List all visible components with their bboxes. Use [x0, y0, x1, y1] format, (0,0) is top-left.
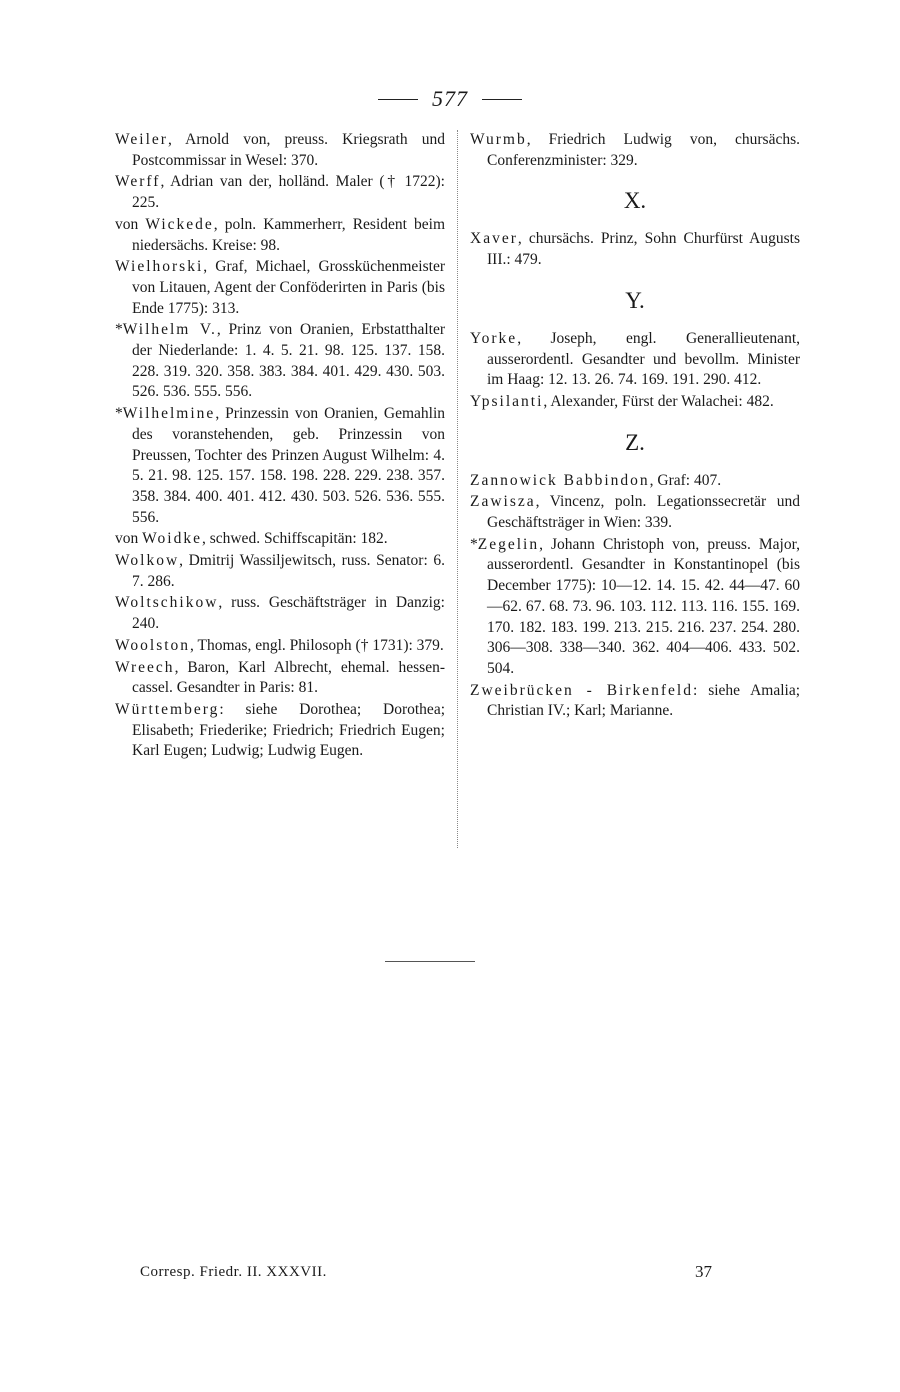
index-entry	[470, 492, 800, 533]
x-entry-list	[470, 229, 800, 270]
index-entry	[115, 172, 445, 213]
entry-text: , poln. Kammerherr, Resident beim niedersächs. Kreise: 98.	[132, 215, 445, 254]
entry-text: , Graf: 407.	[649, 471, 722, 489]
entry-text: , Thomas, engl. Philosoph († 1731): 379.	[190, 636, 444, 654]
entry-name: Werff	[115, 173, 161, 191]
entry-name: Woltschikow	[115, 594, 219, 612]
index-entry	[470, 130, 800, 171]
page-number: 577	[432, 86, 468, 111]
index-entry	[115, 215, 445, 256]
index-column-left	[115, 130, 445, 763]
entry-text: , Friedrich Ludwig von, chursächs. Conferenzminister: 329.	[487, 131, 800, 169]
entry-text: : siehe Dorothea; Dorothea; Elisabeth; Friederike; Friedrich; Friedrich Eugen; Karl Eugen; Ludwig; Ludwig Eugen.	[132, 700, 445, 760]
entry-text: , Alexander, Fürst der Walachei: 482.	[543, 392, 774, 410]
entry-name: Wolkow	[115, 552, 180, 570]
entry-name: Württemberg	[115, 700, 220, 718]
entry-text: , Prinz von Oranien, Erbstatthalter der Niederlande: 1. 4. 5. 21. 98. 125. 137. 158. 228. 319. 320. 358. 383. 384. 401. 429. 430. 503. 526. 536. 555. 556.	[132, 321, 446, 401]
index-entry	[470, 535, 800, 680]
entry-text: , Adrian van der, holländ. Maler († 1722): 225.	[132, 173, 445, 212]
index-entry	[115, 593, 445, 634]
index-entry	[470, 392, 800, 413]
index-entry	[470, 329, 800, 391]
entry-name: Yorke	[470, 329, 518, 347]
end-rule	[385, 961, 475, 962]
entry-star-marker: *	[470, 535, 478, 553]
entry-name: Wreech	[115, 658, 175, 676]
header-rule-right	[482, 99, 522, 100]
index-entry	[470, 229, 800, 270]
page-header	[0, 86, 900, 112]
entry-name: Ypsilanti	[470, 392, 544, 410]
entry-name: Wielhorski	[115, 258, 204, 276]
entry-text: , chursächs. Prinz, Sohn Churfürst Augusts III.: 479.	[487, 230, 800, 269]
index-entry	[115, 130, 445, 171]
index-entry	[115, 700, 445, 762]
section-heading-y: Y.	[625, 287, 645, 313]
entry-name: Woolston	[115, 636, 191, 654]
entry-text: , Arnold von, preuss. Kriegsrath und Postcommissar in Wesel: 370.	[132, 131, 445, 169]
index-entry	[115, 529, 445, 550]
entry-text: , Graf, Michael, Grossküchenmeister von Litauen, Agent der Conföderirten in Paris (bis Ende 1775): 313.	[132, 258, 445, 317]
entry-name: Wurmb	[470, 131, 527, 148]
index-entry	[115, 658, 445, 699]
entry-name: Zannowick Babbindon	[470, 471, 650, 489]
entry-text: , Prinzessin von Oranien, Gemahlin des voranstehenden, geb. Prinzessin von Preussen, Tochter des Prinzen August Wilhelm: 4. 5. 21. 98. 125. 157. 158. 198. 228. 229. 238. 357. 358. 384. 400. 401. 412. 430. 503. 526. 536. 555. 556.	[132, 405, 445, 526]
column-divider	[457, 130, 458, 848]
entry-name: Zweibrücken - Birkenfeld	[470, 681, 693, 699]
entry-name: Zegelin	[477, 535, 540, 553]
entry-prefix: von	[115, 530, 143, 548]
entry-prefix: von	[115, 215, 146, 233]
left-entry-list	[115, 130, 445, 762]
index-entry	[115, 404, 445, 528]
section-heading-x: X.	[623, 188, 647, 214]
footer-sheet-number: 37	[695, 1262, 712, 1281]
entry-text: , russ. Geschäftsträger in Danzig: 240.	[132, 594, 445, 633]
section-heading-z: Z.	[625, 429, 645, 455]
index-entry	[115, 636, 445, 657]
entry-text: , schwed. Schiffscapitän: 182.	[201, 530, 388, 548]
entry-text: , Dmitrij Wassiljewitsch, russ. Senator: 6. 7. 286.	[132, 552, 445, 590]
entry-star-marker: *	[115, 321, 123, 339]
index-entry	[470, 681, 800, 722]
entry-name: Zawisza	[470, 493, 536, 511]
entry-text: , Joseph, engl. Generallieutenant, ausserordentl. Gesandter und bevollm. Minister im Haag: 12. 13. 26. 74. 169. 191. 290. 412.	[487, 329, 800, 389]
index-entry	[470, 471, 800, 492]
y-entry-list	[470, 329, 800, 413]
entry-text: , Johann Christoph von, preuss. Major, ausserordentl. Gesandter in Konstantinopel (bis December 1775): 10—12. 14. 15. 42. 44—47. 60—62. 67. 68. 73. 96. 103. 112. 113. 116. 155. 169. 170. 182. 183. 199. 213. 215. 216. 237. 254. 280. 306—308. 338—340. 362. 404—406. 433. 502. 504.	[487, 535, 800, 677]
entry-name: Wilhelm V.	[122, 321, 217, 339]
entry-name: Weiler	[115, 131, 168, 148]
index-entry	[115, 551, 445, 592]
index-entry	[115, 257, 445, 319]
entry-star-marker: *	[115, 405, 123, 423]
index-entry	[115, 320, 445, 403]
entry-name: Xaver	[470, 230, 518, 248]
entry-text: : siehe Amalia; Christian IV.; Karl; Marianne.	[487, 681, 801, 720]
index-column-right	[470, 130, 800, 723]
w-entry-list	[470, 130, 800, 171]
z-entry-list	[470, 471, 800, 722]
footer-signature: Corresp. Friedr. II. XXXVII.	[140, 1264, 327, 1280]
entry-text: , Baron, Karl Albrecht, ehemal. hessen-cassel. Gesandter in Paris: 81.	[132, 658, 445, 697]
entry-name: Wickede	[145, 215, 214, 233]
entry-name: Wilhelmine	[122, 405, 216, 423]
entry-name: Woidke	[142, 530, 202, 548]
header-rule-left	[378, 99, 418, 100]
entry-text: , Vincenz, poln. Legationssecretär und Geschäftsträger in Wien: 339.	[487, 493, 800, 532]
